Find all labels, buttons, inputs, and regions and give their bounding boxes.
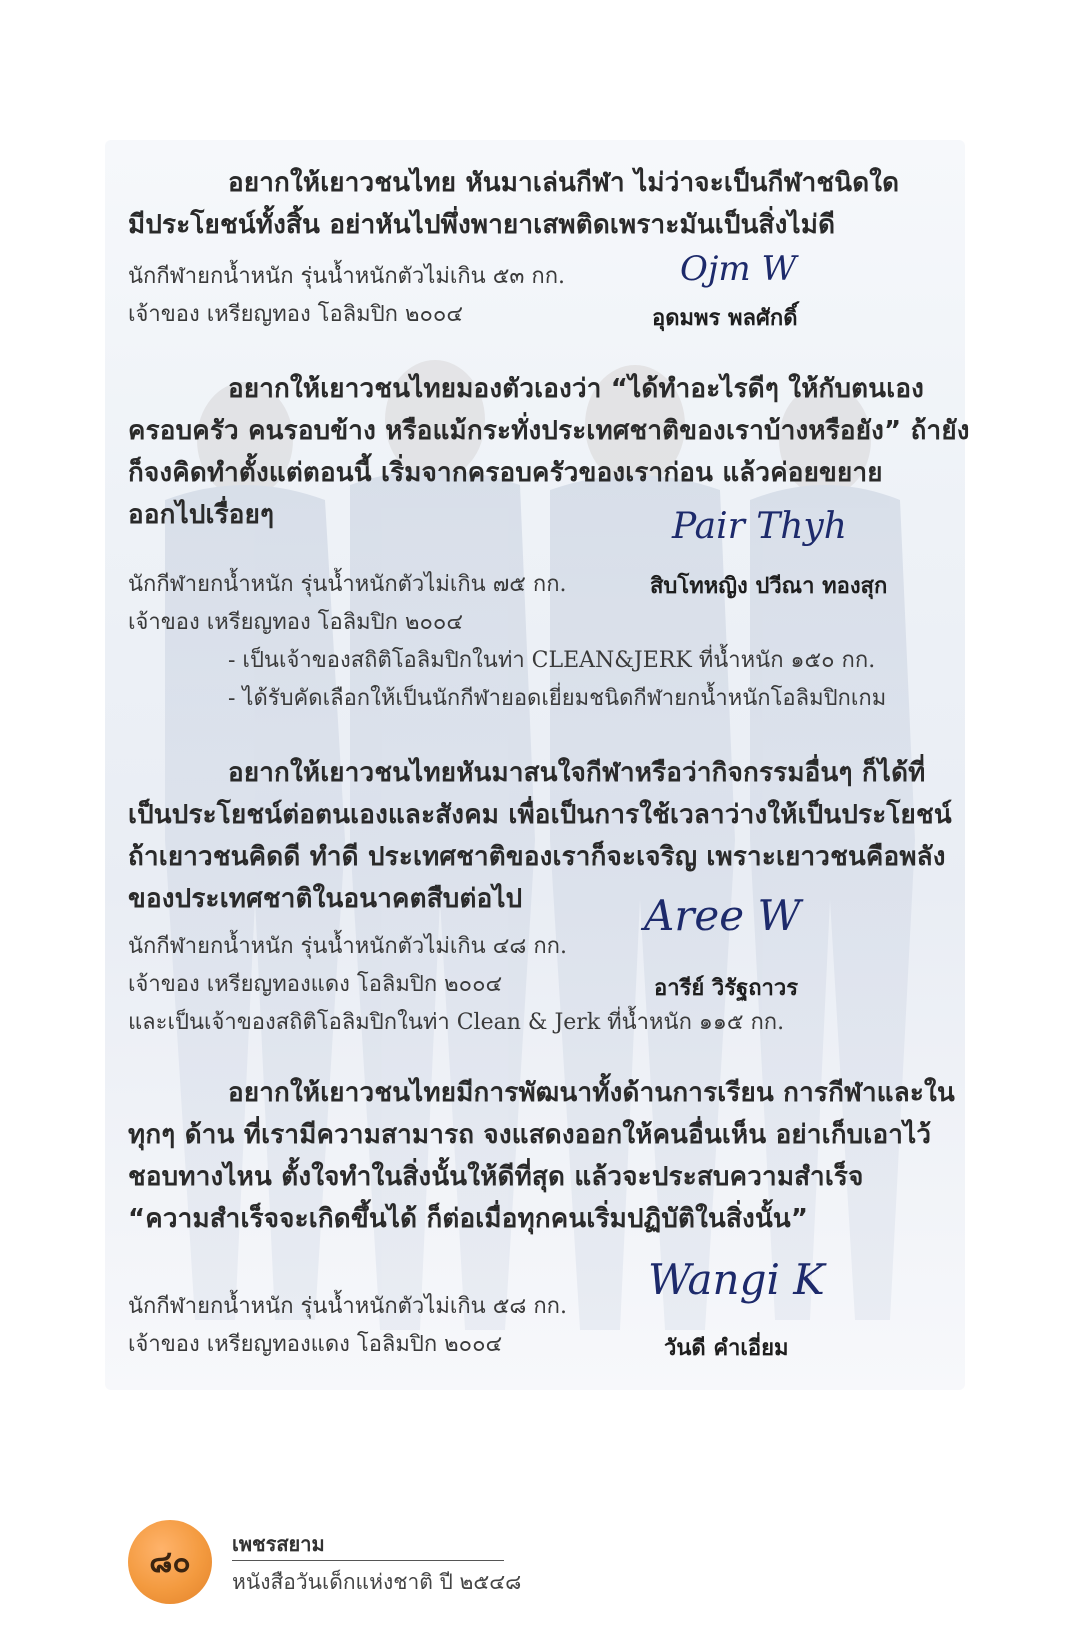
quote-line: ทุกๆ ด้าน ที่เรามีความสามารถ จงแสดงออกให้คนอื่นเห็น อย่าเก็บเอาไว้ <box>128 1120 932 1150</box>
handwritten-signature <box>676 238 826 294</box>
achievement-bullet: - ได้รับคัดเลือกให้เป็นนักกีฬายอดเยี่ยมชนิดกีฬายกน้ำหนักโอลิมปิกเกม <box>228 686 887 711</box>
achievement-bullet: - เป็นเจ้าของสถิติโอลิมปิกในท่า CLEAN&JERK ที่น้ำหนัก ๑๕๐ กก. <box>228 648 876 673</box>
svg-text:Ojm W: Ojm W <box>680 249 797 289</box>
info-line: และเป็นเจ้าของสถิติโอลิมปิกในท่า Clean & Jerk ที่น้ำหนัก ๑๑๕ กก. <box>128 1010 785 1035</box>
page-number: ๘๐ <box>149 1544 191 1580</box>
quote-udomporn <box>128 162 948 246</box>
quote-line: ครอบครัว คนรอบข้าง หรือแม้กระทั่งประเทศชาติของเราบ้างหรือยัง” ถ้ายัง <box>128 416 970 446</box>
quote-line: อยากให้เยาวชนไทย หันมาเล่นกีฬา ไม่ว่าจะเป็นกีฬาชนิดใด <box>228 168 900 198</box>
quote-line: ชอบทางไหน ตั้งใจทำในสิ่งนั้นให้ดีที่สุด แล้วจะประสบความสำเร็จ <box>128 1162 864 1192</box>
info-line: เจ้าของ เหรียญทองแดง โอลิมปิก ๒๐๐๔ <box>128 1332 503 1357</box>
athlete-name: อารีย์ วิรัฐถาวร <box>654 976 799 1001</box>
info-line: เจ้าของ เหรียญทองแดง โอลิมปิก ๒๐๐๔ <box>128 972 503 997</box>
info-line: นักกีฬายกน้ำหนัก รุ่นน้ำหนักตัวไม่เกิน ๕๓ กก. <box>128 264 566 289</box>
quote-line: ถ้าเยาวชนคิดดี ทำดี ประเทศชาติของเราก็จะเจริญ เพราะเยาวชนคือพลัง <box>128 842 946 872</box>
info-line: นักกีฬายกน้ำหนัก รุ่นน้ำหนักตัวไม่เกิน ๔๘ กก. <box>128 934 567 959</box>
quote-line: อยากให้เยาวชนไทยมีการพัฒนาทั้งด้านการเรียน การกีฬาและใน <box>228 1078 955 1108</box>
info-aree <box>128 928 948 1042</box>
info-line: เจ้าของ เหรียญทอง โอลิมปิก ๒๐๐๔ <box>128 302 463 327</box>
quote-line: “ความสำเร็จจะเกิดขึ้นได้ ก็ต่อเมื่อทุกคนเริ่มปฏิบัติในสิ่งนั้น” <box>128 1204 809 1234</box>
info-line: นักกีฬายกน้ำหนัก รุ่นน้ำหนักตัวไม่เกิน ๕๘ กก. <box>128 1294 567 1319</box>
quote-line: ของประเทศชาติในอนาคตสืบต่อไป <box>128 884 523 914</box>
info-line: นักกีฬายกน้ำหนัก รุ่นน้ำหนักตัวไม่เกิน ๗๕ กก. <box>128 572 567 597</box>
footer-divider <box>232 1560 504 1561</box>
quote-line: เป็นประโยชน์ต่อตนเองและสังคม เพื่อเป็นการใช้เวลาว่างให้เป็นประโยชน์ <box>128 800 952 830</box>
svg-text:Wangi K: Wangi K <box>648 1255 825 1304</box>
quote-line: อยากให้เยาวชนไทยมองตัวเองว่า “ได้ทำอะไรดีๆ ให้กับตนเอง <box>228 374 925 404</box>
quote-wandee <box>128 1072 955 1240</box>
signature-pawina <box>668 488 868 562</box>
athlete-name: สิบโทหญิง ปวีณา ทองสุก <box>650 574 888 599</box>
quote-line: อยากให้เยาวชนไทยหันมาสนใจกีฬาหรือว่ากิจกรรมอื่นๆ ก็ได้ที่ <box>228 758 926 788</box>
quote-line: ก็จงคิดทำตั้งแต่ตอนนี้ เริ่มจากครอบครัวของเราก่อน แล้วค่อยขยาย <box>128 458 883 488</box>
svg-text:Aree W: Aree W <box>644 891 801 940</box>
publication-title: เพชรสยาม <box>232 1532 325 1556</box>
quote-line: ออกไปเรื่อยๆ <box>128 500 275 530</box>
svg-text:Pair Thyh: Pair Thyh <box>672 506 847 547</box>
handwritten-signature <box>668 488 868 558</box>
signature-udomporn <box>676 238 826 298</box>
publication-subtitle: หนังสือวันเด็กแห่งชาติ ปี ๒๕๔๘ <box>232 1570 522 1594</box>
info-wandee <box>128 1288 948 1364</box>
athlete-name: อุดมพร พลศักดิ์ <box>652 306 798 331</box>
info-line: เจ้าของ เหรียญทอง โอลิมปิก ๒๐๐๔ <box>128 610 463 635</box>
page-number-badge <box>128 1520 212 1604</box>
quote-line: มีประโยชน์ทั้งสิ้น อย่าหันไปพึ่งพายาเสพติดเพราะมันเป็นสิ่งไม่ดี <box>128 210 836 240</box>
athlete-name: วันดี คำเอี่ยม <box>664 1336 789 1361</box>
